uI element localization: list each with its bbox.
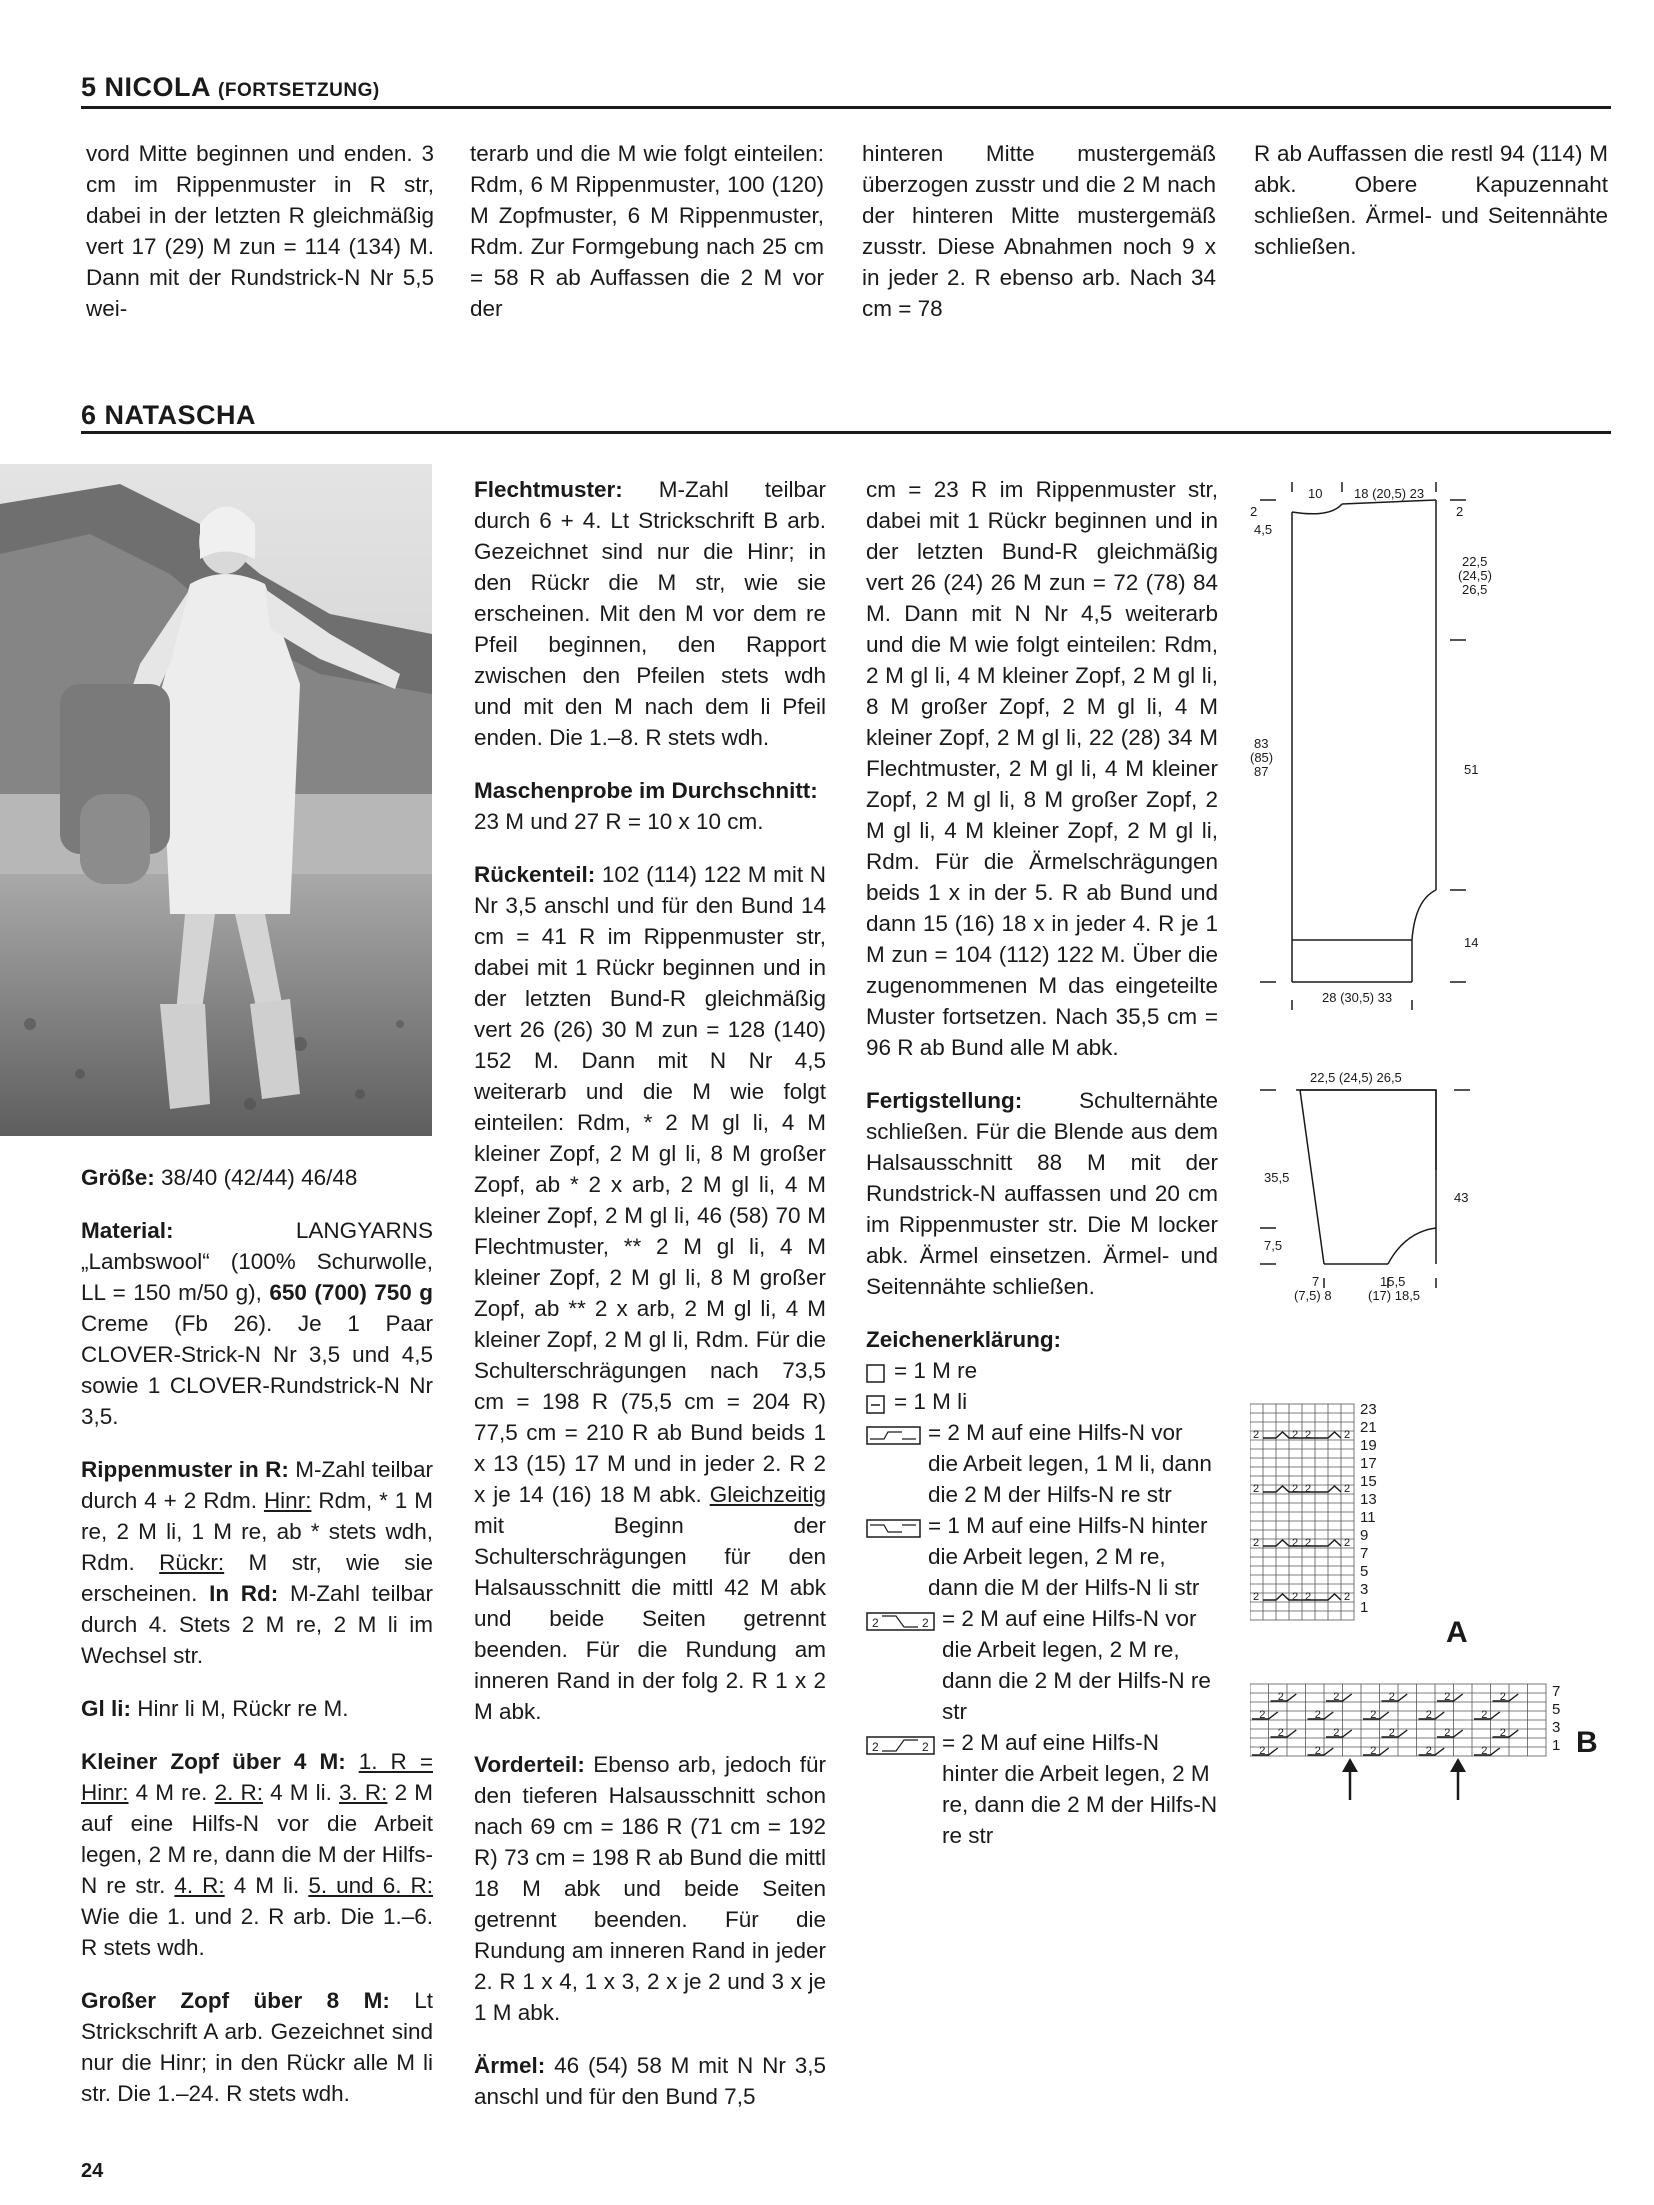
chart-b-cell-mark: 2 <box>1314 1745 1321 1757</box>
text-small-cable: 4 M li. <box>224 1873 309 1898</box>
chart-b-cell-mark: 2 <box>1444 1727 1451 1739</box>
dim-top-left: 2 <box>1250 504 1258 519</box>
chart-b-row-number: 3 <box>1552 1719 1561 1736</box>
text-gl-li: Hinr li M, Rückr re M. <box>131 1696 349 1721</box>
text-material-weight: 650 (700) 750 g <box>269 1280 434 1305</box>
dim-armhole: 26,5 <box>1462 582 1488 597</box>
label-front: Vorderteil: <box>474 1752 585 1777</box>
text-rib: M-Zahl teilbar durch 4. Stets 2 M re, 2 M li im Wechsel str. <box>81 1581 434 1668</box>
text-small-cable: 1. R = Hinr: <box>81 1749 433 1805</box>
legend-symbol-label: 2 <box>872 1740 879 1754</box>
chart-b-cell-mark: 2 <box>1333 1727 1340 1739</box>
label-back: Rückenteil: <box>474 862 596 887</box>
section-title-natascha <box>81 400 256 431</box>
knitting-chart-a <box>1250 1400 1600 1656</box>
rapport-arrow-left-head-icon <box>1342 1758 1358 1772</box>
text-sleeve: 46 (54) 58 M mit N Nr 3,5 anschl und für den Bund 7,5 <box>474 2053 826 2109</box>
chart-b-cell-mark: 2 <box>1333 1691 1340 1703</box>
chart-a-cell-mark: 2 <box>1292 1429 1299 1441</box>
nicola-text-4: R ab Auffassen die restl 94 (114) M abk. Obere Kapuzennaht schließen. Ärmel- und Seitennähte schließen. <box>1254 141 1608 259</box>
chart-b-cell-mark: 2 <box>1259 1709 1266 1721</box>
legend-symbol-label: 2 <box>922 1740 929 1754</box>
model-photo-illustration <box>0 464 432 1136</box>
chart-b-cell-mark: 2 <box>1314 1709 1321 1721</box>
chart-b-cables <box>1252 1694 1518 1755</box>
legend-text: = 2 M auf eine Hilfs-N hinter die Arbeit legen, 2 M re, dann die 2 M der Hilfs-N re str <box>942 1730 1218 1848</box>
section-title-nicola <box>81 72 380 103</box>
text-rib: M-Zahl teilbar durch 4 + 2 Rdm. <box>81 1457 433 1513</box>
legend-item-knit <box>866 1355 1218 1386</box>
chart-b-cell-mark: 2 <box>1388 1727 1395 1739</box>
chart-b-cell-mark: 2 <box>1499 1727 1506 1739</box>
chart-a-row-number: 13 <box>1360 1491 1377 1508</box>
legend-item-cable-back-purl <box>866 1510 1218 1603</box>
natascha-col-1 <box>81 1162 433 2109</box>
text-rib: Hinr: <box>263 1488 312 1513</box>
small-cable-paragraph <box>81 1746 433 1963</box>
label-gl-li: Gl li: <box>81 1696 131 1721</box>
chart-a-row-numbers <box>1360 1401 1377 1616</box>
knitting-chart-b <box>1250 1680 1600 1860</box>
size-paragraph <box>81 1162 433 1193</box>
chart-a-marks <box>1253 1429 1350 1603</box>
text-back: mit Beginn der Schulterschrägungen für den Halsausschnitt die mittl 42 M abk und beide Seiten getrennt beenden. Für die Rundung am inneren Rand in der folg 2. R 1 x 2 M abk. <box>474 1513 826 1724</box>
legend-text: = 1 M auf eine Hilfs-N hinter die Arbeit legen, 2 M re, dann die M der Hilfs-N li str <box>928 1513 1208 1600</box>
cable-front-knit-icon <box>866 1609 936 1640</box>
material-paragraph <box>81 1215 433 1432</box>
dim-neck: 10 <box>1308 486 1323 501</box>
section-rule <box>81 106 1611 109</box>
chart-b-row-number: 1 <box>1552 1737 1561 1754</box>
dim-rib: 14 <box>1464 935 1479 950</box>
model-photo <box>0 464 432 1136</box>
nicola-col-3 <box>862 138 1216 324</box>
nicola-text-3: hinteren Mitte mustergemäß überzogen zusstr und die 2 M nach der hinteren Mitte mustergemäß zusstr. Diese Abnahmen noch 9 x in jeder 2. R ebenso arb. Nach 34 cm = 78 <box>862 141 1216 321</box>
chart-a-row-number: 1 <box>1360 1599 1369 1616</box>
text-rib: Rückr: <box>159 1550 225 1575</box>
dim-length: 87 <box>1254 764 1269 779</box>
label-sleeve: Ärmel: <box>474 2053 546 2078</box>
text-gauge: 23 M und 27 R = 10 x 10 cm. <box>474 809 764 834</box>
finishing-paragraph <box>866 1085 1218 1302</box>
label-gauge: Maschenprobe im Durchschnitt: <box>474 778 818 803</box>
legend-item-cable-front-purl <box>866 1417 1218 1510</box>
text-front: Ebenso arb, jedoch für den tieferen Halsausschnitt schon nach 69 cm = 186 R (71 cm = 192 R) 73 cm = 198 R ab Bund die mittl 18 M abk und beide Seiten getrennt beenden. Für die Rundung am inneren Rand in jeder 2. R 1 x 4, 1 x 3, 2 x je 2 und 3 x je 1 M abk. <box>474 1752 826 2025</box>
label-material: Material: <box>81 1218 174 1243</box>
legend-item-cable-front-knit <box>866 1603 1218 1727</box>
dim-width: 28 (30,5) 33 <box>1322 990 1393 1005</box>
dim-length: 83 <box>1254 736 1269 751</box>
nicola-col-1 <box>86 138 434 324</box>
dim-armhole: (24,5) <box>1458 568 1492 583</box>
chart-a-row-number: 7 <box>1360 1545 1369 1562</box>
dim-armhole: 22,5 <box>1462 554 1488 569</box>
front-paragraph <box>474 1749 826 2028</box>
sleeve-continued-paragraph: cm = 23 R im Rippenmuster str, dabei mit 1 Rückr beginnen und in der letzten Bund-R gleichmäßig vert 26 (24) 26 M zun = 72 (78) 84 M. Dann mit N Nr 4,5 weiterarb und die M wie folgt einteilen: Rdm, 2 M gl li, 4 M kleiner Zopf, 2 M gl li, 8 M großer Zopf, 2 M gl li, 4 M kleiner Zopf, 2 M gl li, 22 (28) 34 M Flechtmuster, 2 M gl li, 4 M kleiner Zopf, 2 M gl li, 8 M großer Zopf, 2 M gl li, 4 M kleiner Zopf, 2 M gl li, Rdm. Für die Ärmelschrägungen beids 1 x in der 5. R ab Bund und dann 15 (16) 18 x in jeder 4. R je 1 M zun = 104 (112) 122 M. Über die zugenommenen M das eingeteilte Muster fortsetzen. Nach 35,5 cm = 96 R ab Bund alle M abk. <box>866 477 1218 1060</box>
text-small-cable: Wie die 1. und 2. R arb. Die 1.–6. R stets wdh. <box>81 1904 433 1960</box>
section-title-text: 6 NATASCHA <box>81 400 257 430</box>
chart-a-cell-mark: 2 <box>1253 1537 1260 1549</box>
nicola-text-2: terarb und die M wie folgt einteilen: Rdm, 6 M Rippenmuster, 100 (120) M Zopfmuster, 6 M Rippenmuster, Rdm. Zur Formgebung nach 25 cm = 58 R ab Auffassen die 2 M vor der <box>470 141 824 321</box>
text-rib: Rdm, * 1 M re, 2 M li, 1 M re, ab * stets wdh, Rdm. <box>81 1488 433 1575</box>
text-size: 38/40 (42/44) 46/48 <box>154 1165 358 1190</box>
legend-text: = 1 M li <box>894 1389 968 1414</box>
chart-a-cell-mark: 2 <box>1292 1483 1299 1495</box>
dim-shoulder: 18 (20,5) 23 <box>1354 486 1425 501</box>
section-rule <box>81 431 1611 434</box>
label-braid-pattern: Flechtmuster: <box>474 477 623 502</box>
sleeve-schematic <box>1240 1052 1620 1352</box>
chart-a-cell-mark: 2 <box>1344 1483 1351 1495</box>
chart-a-cell-mark: 2 <box>1292 1537 1299 1549</box>
text-small-cable: 3. R: <box>339 1780 388 1805</box>
text-large-cable: Lt Strickschrift A arb. Gezeichnet sind nur die Hinr; in den Rückr alle M li str. Die 1.–24. R stets wdh. <box>81 1988 433 2106</box>
chart-b-cell-mark: 2 <box>1425 1709 1432 1721</box>
legend-text: = 1 M re <box>894 1358 978 1383</box>
label-large-cable: Großer Zopf über 8 M: <box>81 1988 390 2013</box>
dim-length: (85) <box>1250 750 1274 765</box>
text-material: LANGYARNS „Lambswool“ (100% Schurwolle, LL = 150 m/50 g), <box>81 1218 433 1305</box>
dim-mid: 51 <box>1464 762 1479 777</box>
chart-b-cell-mark: 2 <box>1444 1691 1451 1703</box>
chart-a-label: A <box>1446 1616 1468 1649</box>
chart-a-row-number: 3 <box>1360 1581 1369 1598</box>
chart-a-cell-mark: 2 <box>1305 1483 1312 1495</box>
text-back: 102 (114) 122 M mit N Nr 3,5 anschl und für den Bund 14 cm = 41 R im Rippenmuster str, dabei mit 1 Rückr beginnen und in der letzten Bund-R gleichmäßig vert 26 (26) 30 M zun = 128 (140) 152 M. Dann mit N Nr 4,5 weiterarb und die M wie folgt einteilen: Rdm, * 2 M gl li, 4 M kleiner Zopf, 2 M gl li, 8 M großer Zopf, ab * 2 x arb, 2 M gl li, 4 M kleiner Zopf, 2 M gl li, 46 (58) 70 M Flechtmuster, ** 2 M gl li, 4 M kleiner Zopf, 2 M gl li, 8 M großer Zopf, ab ** 2 x arb, 2 M gl li, 4 M kleiner Zopf, 2 M gl li, Rdm. Für die Schulterschrägungen nach 73,5 cm = 198 R (75,5 cm = 204 R) 77,5 cm = 210 R ab Bund beids 1 x 13 (15) 17 M und in jeder 2. R 2 x je 14 (16) 18 M abk. <box>474 862 826 1507</box>
label-finishing: Fertigstellung: <box>866 1088 1023 1113</box>
text-rib: In Rd: <box>209 1581 279 1606</box>
sleeve-paragraph <box>474 2050 826 2112</box>
chart-b-label: B <box>1576 1726 1598 1759</box>
text-small-cable: 4 M li. <box>262 1780 340 1805</box>
chart-a-cell-mark: 2 <box>1253 1483 1260 1495</box>
rib-pattern-paragraph <box>81 1454 433 1671</box>
dim-sleeve-bottom-left: (7,5) 8 <box>1294 1288 1332 1303</box>
label-size: Größe: <box>81 1165 155 1190</box>
text-braid-pattern: M-Zahl teilbar durch 6 + 4. Lt Strickschrift B arb. Gezeichnet sind nur die Hinr; in den Rückr die M str, wie sie erscheinen. Mit den M vor dem re Pfeil beginnen, den Rapport zwischen den Pfeilen stets wdh und mit den M nach dem li Pfeil enden. Die 1.–8. R stets wdh. <box>474 477 826 750</box>
label-small-cable: Kleiner Zopf über 4 M: <box>81 1749 346 1774</box>
dim-sleeve-top: 22,5 (24,5) 26,5 <box>1310 1070 1402 1085</box>
chart-a-row-number: 19 <box>1360 1437 1377 1454</box>
chart-b-cell-mark: 2 <box>1499 1691 1506 1703</box>
text-small-cable: 2 M auf eine Hilfs-N vor die Arbeit legen, 2 M re, dann die M der Hilfs-N re str. <box>81 1780 433 1898</box>
sleeve-cuff-curve <box>1388 1228 1436 1264</box>
dim-sleeve-bottom-right: (17) 18,5 <box>1368 1288 1421 1303</box>
chart-b-cell-mark: 2 <box>1425 1745 1432 1757</box>
dim-sleeve-seam: 43 <box>1454 1190 1469 1205</box>
chart-b-cell-mark: 2 <box>1370 1709 1377 1721</box>
chart-b-row-number: 7 <box>1552 1683 1561 1700</box>
chart-b-cell-mark: 2 <box>1277 1691 1284 1703</box>
chart-b-row-number: 5 <box>1552 1701 1561 1718</box>
braid-pattern-paragraph <box>474 474 826 753</box>
text-back: Gleichzeitig <box>709 1482 826 1507</box>
text-small-cable: 2. R: <box>214 1780 263 1805</box>
chart-a-cell-mark: 2 <box>1253 1429 1260 1441</box>
text-small-cable: 5. und 6. R: <box>308 1873 433 1898</box>
chart-b-row-numbers <box>1552 1683 1560 1754</box>
chart-a-cell-mark: 2 <box>1344 1537 1351 1549</box>
dim-sleeve-bottom-right: 15,5 <box>1380 1274 1406 1289</box>
natascha-col-2 <box>474 474 826 2112</box>
dim-sleeve-bottom-left: 7 <box>1312 1274 1320 1289</box>
chart-a-row-number: 21 <box>1360 1419 1377 1436</box>
section-subtitle: (FORTSETZUNG) <box>218 80 380 101</box>
text-finishing: Schulternähte schließen. Für die Blende aus dem Halsausschnitt 88 M mit der Rundstrick-N auffassen und 20 cm im Rippenmuster str. Die M locker abk. Ärmel einsetzen. Ärmel- und Seitennähte schließen. <box>866 1088 1218 1299</box>
text-material-needles: Creme (Fb 26). Je 1 Paar CLOVER-Strick-N Nr 3,5 und 4,5 sowie 1 CLOVER-Rundstrick-N Nr 3,5. <box>81 1311 433 1429</box>
chart-b-cell-mark: 2 <box>1370 1745 1377 1757</box>
nicola-col-2 <box>470 138 824 324</box>
cable-front-purl-icon <box>866 1423 922 1454</box>
chart-a-row-number: 11 <box>1360 1509 1376 1526</box>
back-paragraph <box>474 859 826 1727</box>
cable-back-purl-icon <box>866 1516 922 1547</box>
chart-b-cell-mark: 2 <box>1259 1745 1266 1757</box>
chart-a-cell-mark: 2 <box>1305 1591 1312 1603</box>
reverse-stockinette-paragraph <box>81 1693 433 1724</box>
legend-symbol-label: 2 <box>872 1616 879 1630</box>
chart-a-row-number: 5 <box>1360 1563 1369 1580</box>
chart-b-cell-mark: 2 <box>1481 1745 1488 1757</box>
chart-a-cell-mark: 2 <box>1305 1537 1312 1549</box>
rapport-arrow-right-head-icon <box>1450 1758 1466 1772</box>
legend-item-cable-back-knit <box>866 1727 1218 1851</box>
text-small-cable: 4. R: <box>174 1873 225 1898</box>
text-small-cable: 4 M re. <box>128 1780 215 1805</box>
cable-back-knit-icon <box>866 1733 936 1764</box>
chart-a-cell-mark: 2 <box>1344 1429 1351 1441</box>
chart-a-row-number: 17 <box>1360 1455 1377 1472</box>
legend-item-purl <box>866 1386 1218 1417</box>
sleeve-left-edge <box>1300 1090 1324 1264</box>
chart-a-cell-mark: 2 <box>1292 1591 1299 1603</box>
legend-symbol-label: 2 <box>922 1616 929 1630</box>
dim-neck-depth: 4,5 <box>1254 522 1273 537</box>
legend-text: = 2 M auf eine Hilfs-N vor die Arbeit legen, 1 M li, dann die 2 M der Hilfs-N re str <box>928 1420 1212 1507</box>
section-title-text: 5 NICOLA <box>81 72 211 102</box>
large-cable-paragraph <box>81 1985 433 2109</box>
dim-sleeve-cuff: 7,5 <box>1264 1238 1283 1253</box>
chart-a-row-number: 9 <box>1360 1527 1369 1544</box>
legend-text: = 2 M auf eine Hilfs-N vor die Arbeit legen, 2 M re, dann die 2 M der Hilfs-N re str <box>942 1606 1211 1724</box>
gauge-paragraph <box>474 775 826 837</box>
chart-b-cell-mark: 2 <box>1481 1709 1488 1721</box>
nicola-text-1: vord Mitte beginnen und enden. 3 cm im Rippenmuster in R str, dabei in der letzten R gleichmäßig vert 17 (29) M zun = 114 (134) M. Dann mit der Rundstrick-N Nr 5,5 wei- <box>86 141 434 321</box>
legend-title: Zeichenerklärung: <box>866 1327 1062 1352</box>
nicola-col-4 <box>1254 138 1608 262</box>
chart-a-cell-mark: 2 <box>1305 1429 1312 1441</box>
body-neck-curve <box>1292 504 1342 514</box>
legend-list <box>866 1355 1218 1851</box>
chart-b-cell-mark: 2 <box>1388 1691 1395 1703</box>
chart-a-cell-mark: 2 <box>1253 1591 1260 1603</box>
dim-top-right: 2 <box>1456 504 1464 519</box>
dim-sleeve-length: 35,5 <box>1264 1170 1290 1185</box>
body-armhole-curve <box>1412 890 1436 940</box>
label-rib-pattern: Rippenmuster in R: <box>81 1457 289 1482</box>
chart-a-cell-mark: 2 <box>1344 1591 1351 1603</box>
text-rib: M str, wie sie erscheinen. <box>81 1550 433 1606</box>
chart-a-row-number: 23 <box>1360 1401 1377 1418</box>
chart-b-cell-mark: 2 <box>1277 1727 1284 1739</box>
chart-a-row-number: 15 <box>1360 1473 1377 1490</box>
page-number: 24 <box>81 2160 104 2182</box>
natascha-col-3 <box>866 474 1218 1851</box>
